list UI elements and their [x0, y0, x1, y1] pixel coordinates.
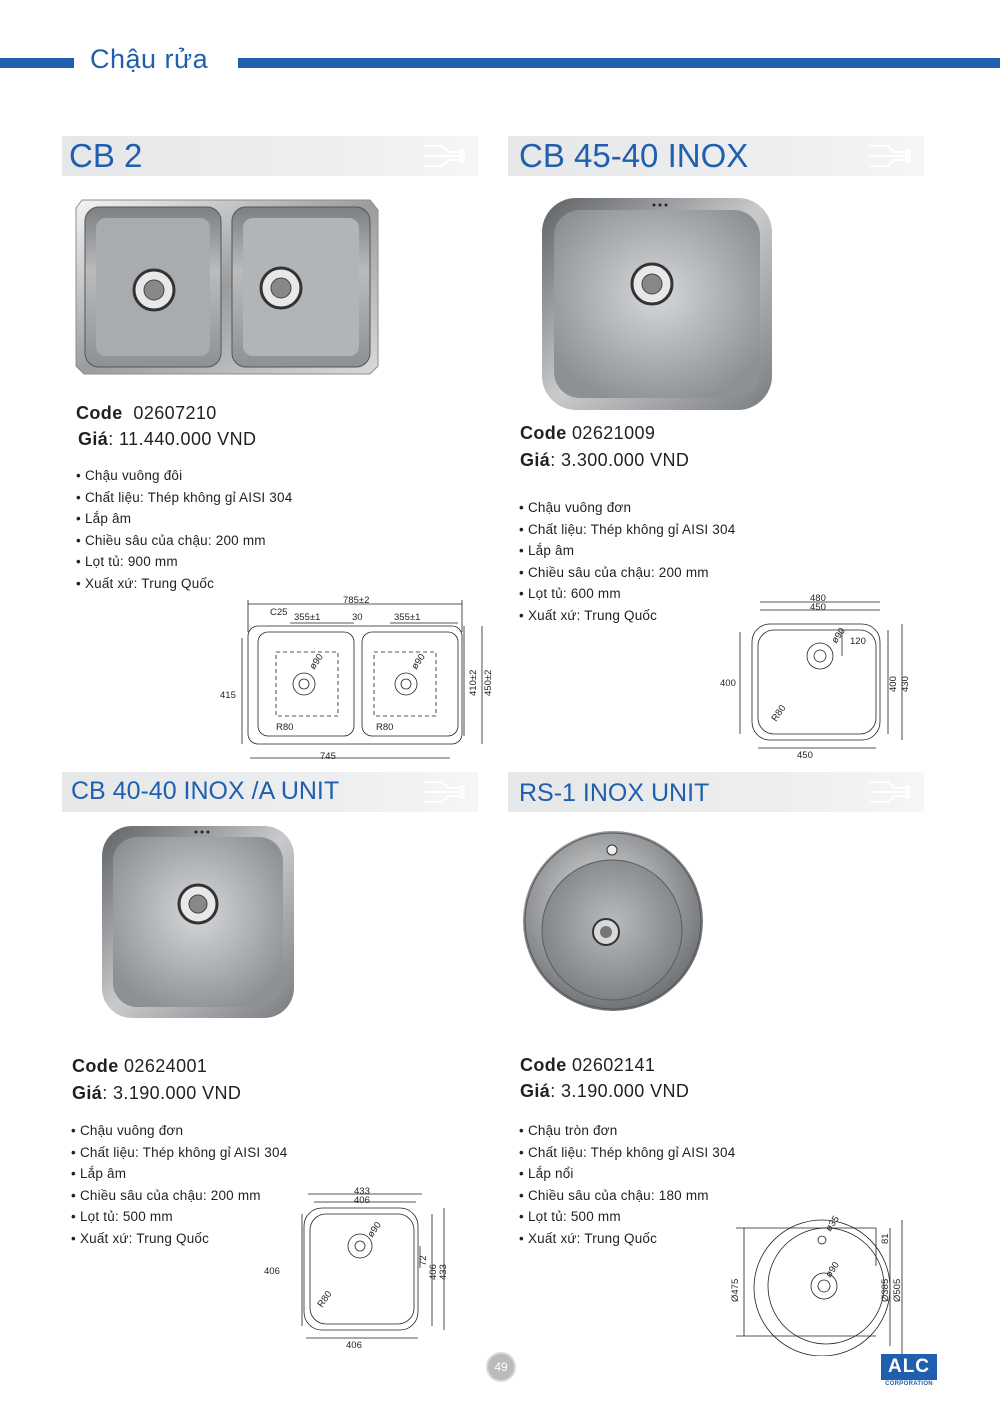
product-price	[520, 450, 689, 471]
dim-label: ø90	[829, 625, 848, 646]
circuit-icon	[422, 138, 466, 174]
spec-list	[519, 1123, 735, 1252]
product-photo	[100, 824, 296, 1020]
dimension-drawing	[726, 1206, 910, 1356]
dim-label: ø90	[409, 651, 428, 672]
dim-label: Ø385	[880, 1278, 891, 1302]
circuit-icon	[868, 774, 912, 810]
dim-label: ø90	[823, 1259, 842, 1280]
product-photo	[520, 828, 706, 1014]
dim-label: C25	[270, 607, 288, 618]
spec-item: • Lọt tủ: 900 mm	[76, 554, 292, 576]
header-bar-right	[238, 58, 1000, 68]
spec-item: • Lắp âm	[71, 1166, 287, 1188]
code-value: 02602141	[572, 1055, 656, 1075]
product-title-band	[508, 136, 924, 176]
product-title-band	[62, 772, 478, 812]
dimension-drawing	[262, 1186, 452, 1354]
spec-item: • Xuất xứ: Trung Quốc	[519, 1231, 735, 1253]
header-bar-left	[0, 58, 74, 68]
dim-label: 406	[428, 1264, 439, 1280]
dim-label: 72	[418, 1255, 429, 1266]
dim-label: 81	[880, 1233, 891, 1244]
dim-label: 400	[888, 676, 899, 692]
dim-label: ø90	[307, 651, 326, 672]
dim-label: R80	[276, 722, 294, 733]
price-label: Giá	[520, 450, 551, 470]
spec-item: • Chậu tròn đơn	[519, 1123, 735, 1145]
code-label: Code	[520, 423, 567, 443]
spec-item: • Chất liệu: Thép không gỉ AISI 304	[519, 1145, 735, 1167]
dim-label: R80	[769, 703, 789, 724]
dim-label: 745	[320, 751, 336, 762]
price-label: Giá	[520, 1081, 551, 1101]
spec-item: • Chiều sâu của chậu: 180 mm	[519, 1188, 735, 1210]
product-code	[72, 1056, 207, 1077]
price-value: : 3.190.000 VND	[102, 1083, 242, 1103]
dim-label: 30	[352, 612, 363, 623]
spec-item: • Chiều sâu của chậu: 200 mm	[76, 533, 292, 555]
spec-item: • Lắp âm	[76, 511, 292, 533]
spec-item: • Chất liệu: Thép không gỉ AISI 304	[519, 522, 735, 544]
dim-label: 433	[354, 1186, 370, 1197]
spec-item: • Chậu vuông đơn	[71, 1123, 287, 1145]
spec-list	[76, 468, 292, 597]
spec-item: • Xuất xứ: Trung Quốc	[76, 576, 292, 598]
dim-label: 406	[264, 1266, 280, 1277]
page-number: 49	[486, 1352, 516, 1382]
circuit-icon	[868, 138, 912, 174]
product-code	[520, 1055, 655, 1076]
dim-label: Ø505	[892, 1278, 903, 1302]
spec-item: • Chiều sâu của chậu: 200 mm	[71, 1188, 287, 1210]
dim-label: 415	[220, 690, 236, 701]
dim-label: 433	[438, 1264, 449, 1280]
product-name: CB 2	[69, 137, 143, 174]
dim-label: R80	[376, 722, 394, 733]
dim-label: R80	[315, 1289, 335, 1310]
price-label: Giá	[72, 1083, 103, 1103]
product-photo	[74, 198, 380, 376]
price-value: : 11.440.000 VND	[108, 429, 257, 449]
product-name: CB 40-40 INOX /A UNIT	[71, 777, 340, 805]
spec-item: • Xuất xứ: Trung Quốc	[71, 1231, 287, 1253]
code-value: 02607210	[133, 403, 217, 423]
spec-item: • Chậu vuông đơn	[519, 500, 735, 522]
spec-item: • Chậu vuông đôi	[76, 468, 292, 490]
product-name: CB 45-40 INOX	[519, 137, 749, 174]
dim-label: ø90	[365, 1219, 384, 1240]
product-code	[520, 423, 655, 444]
spec-item: • Xuất xứ: Trung Quốc	[519, 608, 735, 630]
dim-label: 450±2	[483, 669, 494, 696]
product-name: RS-1 INOX UNIT	[519, 779, 710, 807]
dim-label: ø35	[823, 1213, 842, 1234]
spec-item: • Lọt tủ: 500 mm	[71, 1209, 287, 1231]
spec-item: • Chất liệu: Thép không gỉ AISI 304	[76, 490, 292, 512]
price-value: : 3.190.000 VND	[550, 1081, 690, 1101]
spec-list	[71, 1123, 287, 1252]
product-price	[520, 1081, 689, 1102]
product-price	[72, 1083, 241, 1104]
spec-item: • Lọt tủ: 500 mm	[519, 1209, 735, 1231]
code-label: Code	[520, 1055, 567, 1075]
product-code	[76, 403, 217, 424]
code-value: 02621009	[572, 423, 656, 443]
dim-label: 406	[346, 1340, 362, 1351]
product-price	[78, 429, 256, 450]
price-label: Giá	[78, 429, 109, 449]
price-value: : 3.300.000 VND	[550, 450, 690, 470]
dim-label: 785±2	[343, 595, 370, 606]
dim-label: 406	[354, 1195, 370, 1206]
dim-label: 480	[810, 594, 826, 604]
product-photo	[540, 196, 774, 412]
spec-item: • Lắp âm	[519, 543, 735, 565]
spec-item: • Chiều sâu của chậu: 200 mm	[519, 565, 735, 587]
dim-label: 120	[850, 636, 866, 647]
product-title-band	[508, 772, 924, 812]
spec-item: • Lắp nổi	[519, 1166, 735, 1188]
dim-label: Ø475	[730, 1278, 741, 1302]
dimension-drawing	[218, 592, 498, 764]
circuit-icon	[422, 774, 466, 810]
dim-label: 355±1	[394, 612, 421, 623]
product-title-band	[62, 136, 478, 176]
dim-label: 430	[900, 676, 911, 692]
alc-logo-subtitle: CORPORATION	[885, 1381, 933, 1387]
page-title: Chậu rửa	[90, 44, 209, 74]
dim-label: 450	[810, 602, 826, 613]
code-label: Code	[72, 1056, 119, 1076]
dim-label: 410±2	[468, 669, 479, 696]
spec-list	[519, 500, 735, 629]
dim-label: 400	[720, 678, 736, 689]
dim-label: 355±1	[294, 612, 321, 623]
code-label: Code	[76, 403, 123, 423]
dim-label: 450	[797, 750, 813, 761]
alc-logo: ALC	[881, 1354, 937, 1380]
dimension-drawing	[718, 594, 918, 762]
spec-item: • Chất liệu: Thép không gỉ AISI 304	[71, 1145, 287, 1167]
spec-item: • Lọt tủ: 600 mm	[519, 586, 735, 608]
code-value: 02624001	[124, 1056, 208, 1076]
